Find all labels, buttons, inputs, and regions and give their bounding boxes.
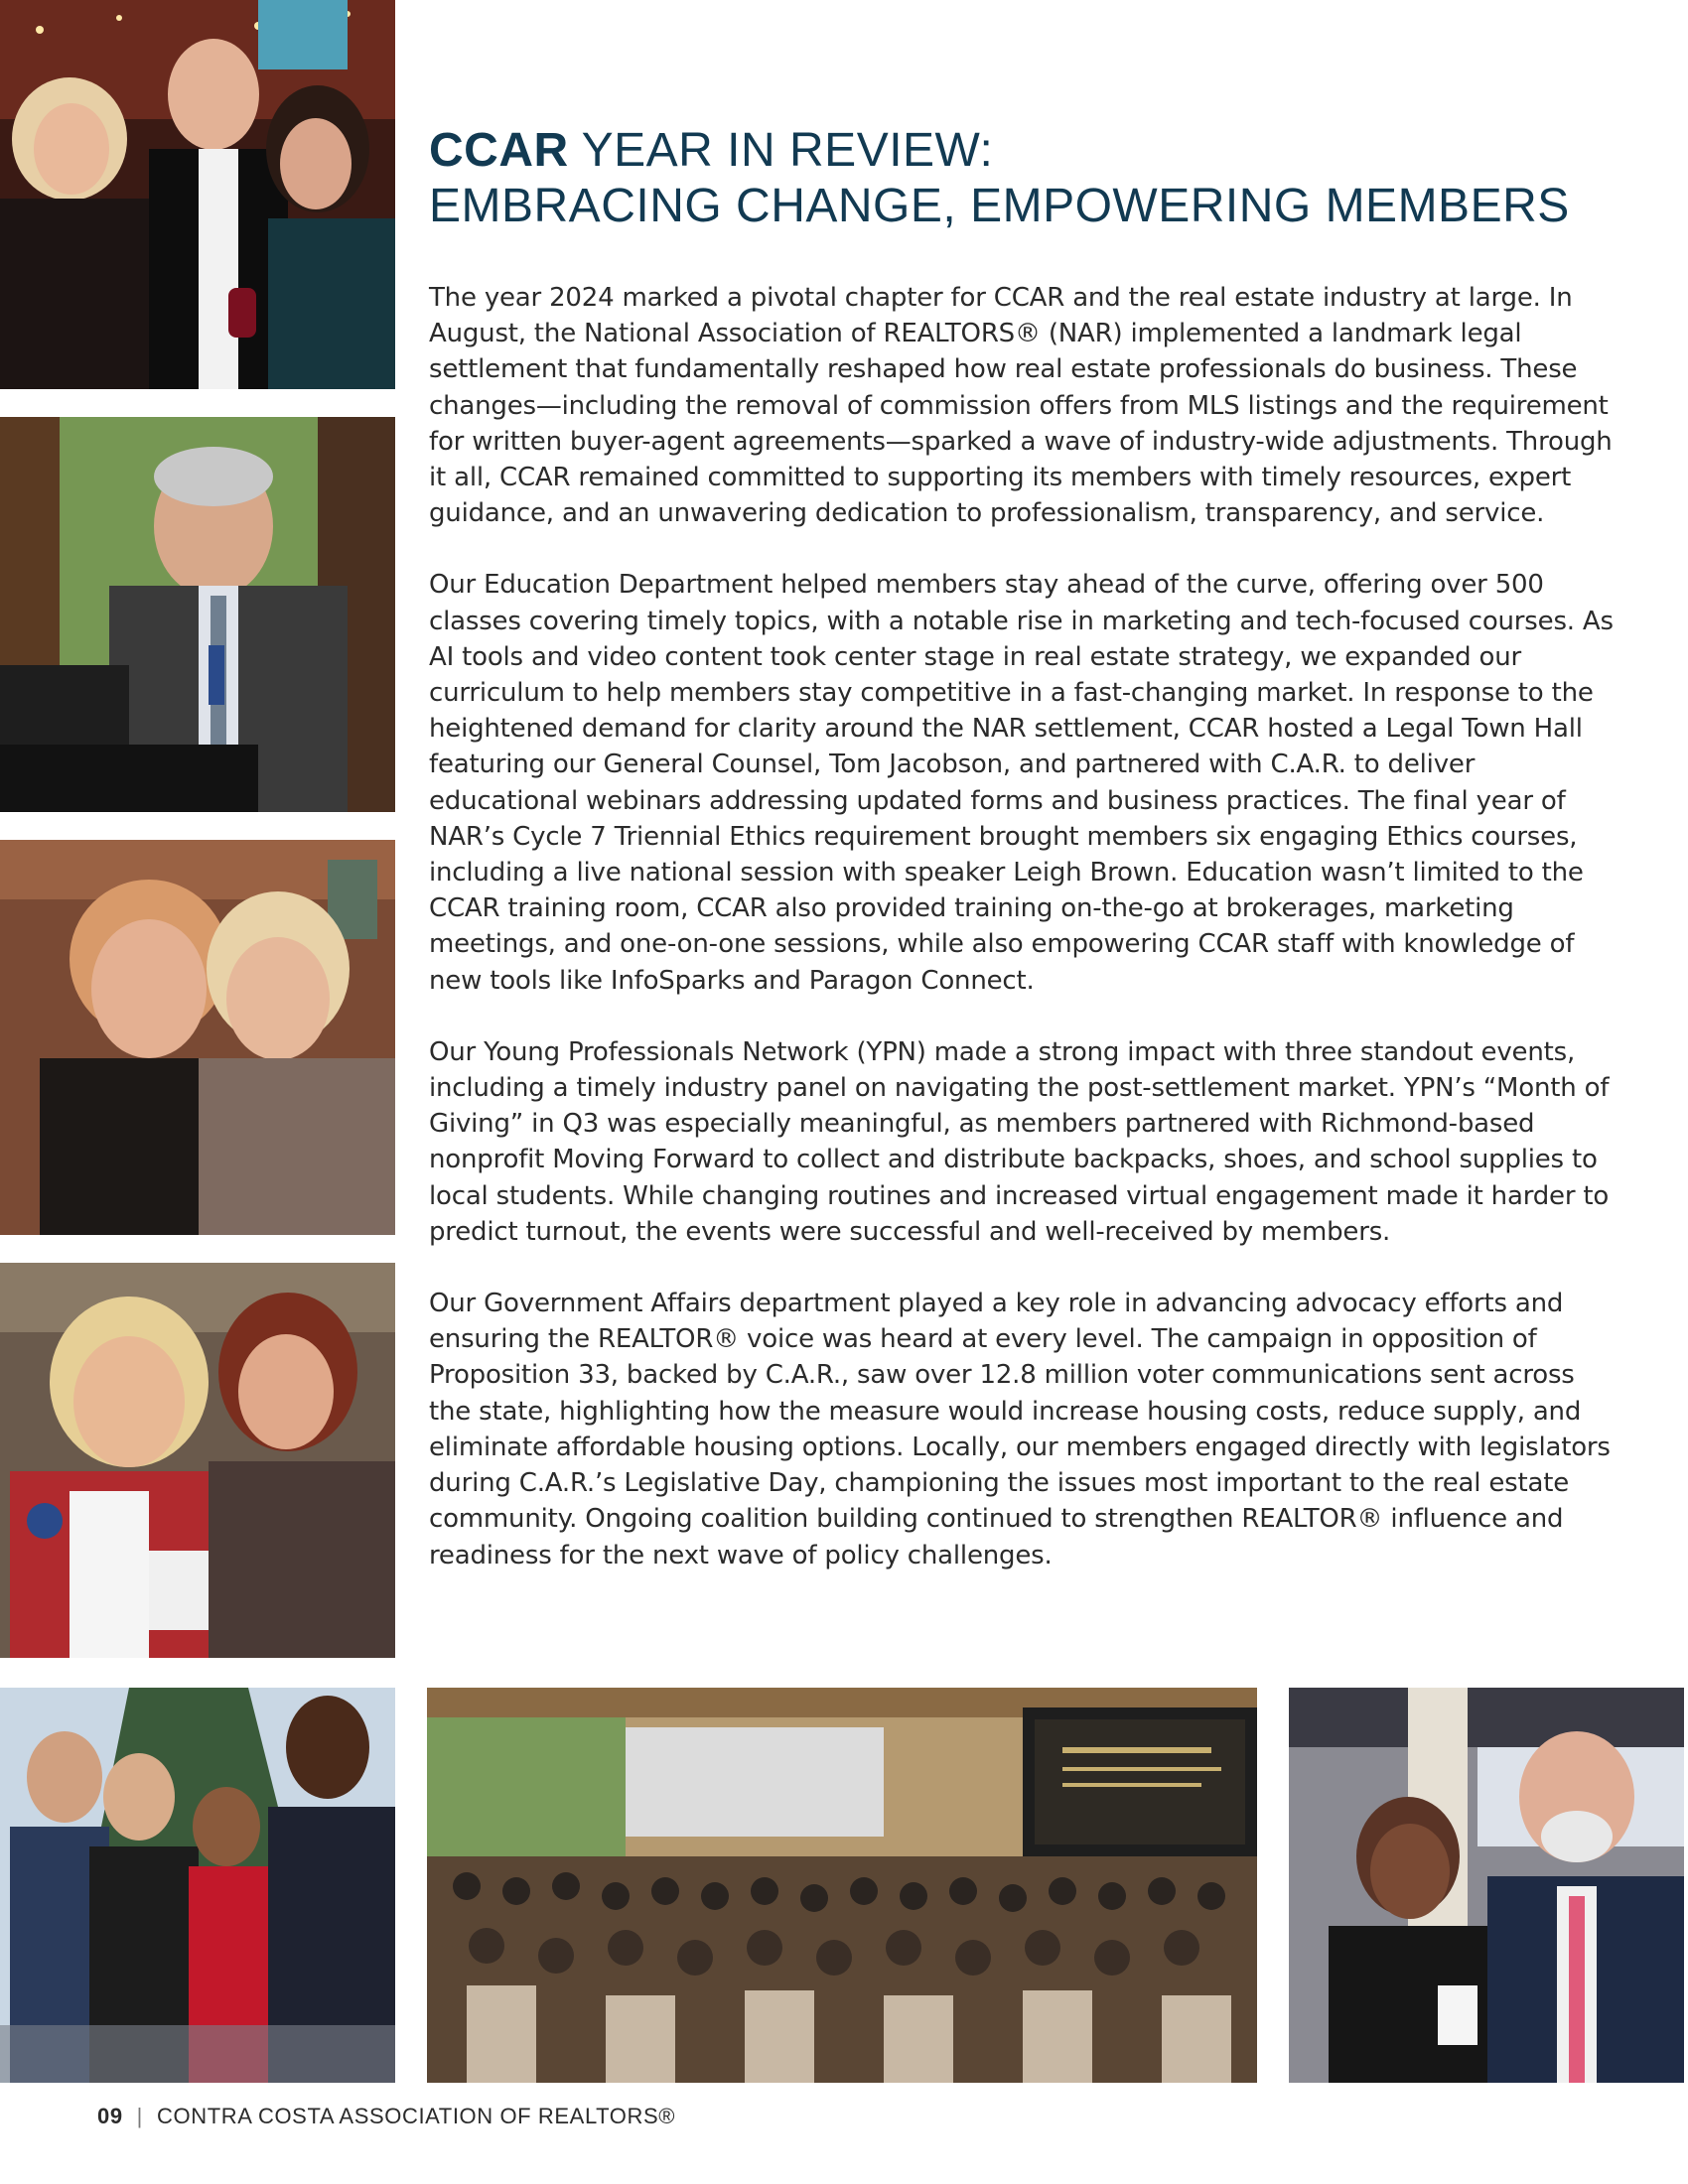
paragraph-education: Our Education Department helped members stay ahead of the curve, offering over 500 classes covering timely topics, with a notable rise in marketing and tech-focused courses. As AI tools and video content took center stage in real estate strategy, we expanded our curriculum to help members stay competitive in a fast-changing market. In response to the heightened demand for clarity around the NAR settlement, CCAR hosted a Legal Town Hall featuring our General Counsel, Tom Jacobson, and partnered with C.A.R. to deliver educational webinars addressing updated forms and business practices. The final year of NAR’s Cycle 7 Triennial Ethics requirement brought members six engaging Ethics courses, including a live national session with speaker Leigh Brown. Education wasn’t limited to the CCAR training room, CCAR also provided training on-the-go at brokerages, marketing meetings, and one-on-one sessions, while also empowering CCAR staff with knowledge of new tools like InfoSparks and Paragon Connect. [429, 570, 1614, 996]
page-footer [97, 2104, 675, 2129]
title-line1: YEAR IN REVIEW: [581, 124, 994, 177]
title-line2: EMBRACING CHANGE, EMPOWERING MEMBERS [429, 180, 1570, 232]
page-number: 09 [97, 2104, 123, 2128]
title-brand: CCAR [429, 124, 569, 177]
photo-town-hall-audience [427, 1688, 1257, 2083]
photo-group-outdoors [0, 1688, 395, 2083]
photo-speaker-podium [0, 417, 395, 812]
article-body [429, 280, 1620, 1609]
photo-gala-trio [0, 0, 395, 389]
footer-separator: | [136, 2104, 143, 2128]
paragraph-ypn: Our Young Professionals Network (YPN) made a strong impact with three standout events, including a timely industry panel on navigating the post-settlement market. YPN’s “Month of Giving” in Q3 was especially meaningful, as members partnered with Richmond-based nonprofit Moving Forward to collect and distribute backpacks, shoes, and school supplies to local students. While changing routines and increased virtual engagement made it harder to predict turnout, the events were successful and well-received by members. [429, 1036, 1610, 1247]
photo-two-women-smiling [0, 840, 395, 1235]
photo-two-attendees-lanyards [1289, 1688, 1684, 2083]
footer-org-name: CONTRA COSTA ASSOCIATION OF REALTORS® [157, 2104, 676, 2128]
photo-two-women-event [0, 1263, 395, 1658]
paragraph-intro: The year 2024 marked a pivotal chapter for CCAR and the real estate industry at large. In August, the National Association of REALTORS® (NAR) implemented a landmark legal settlement that fundamentally reshaped how real estate professionals do business. These changes—including the removal of commission offers from MLS listings and the requirement for written buyer-agent agreements—sparked a wave of industry-wide adjustments. Through it all, CCAR remained committed to supporting its members with timely resources, expert guidance, and an unwavering dedication to professionalism, transparency, and service. [429, 283, 1613, 529]
page-title [429, 123, 1660, 234]
paragraph-government-affairs: Our Government Affairs department played a key role in advancing advocacy efforts and ensuring the REALTOR® voice was heard at every level. The campaign in opposition of Proposition 33, backed by C.A.R., saw over 12.8 million voter communications sent across the state, highlighting how the measure would increase housing costs, reduce supply, and eliminate affordable housing options. Locally, our members engaged directly with legislators during C.A.R.’s Legislative Day, championing the issues most important to the real estate community. Ongoing coalition building continued to strengthen REALTOR® influence and readiness for the next wave of policy challenges. [429, 1289, 1611, 1570]
